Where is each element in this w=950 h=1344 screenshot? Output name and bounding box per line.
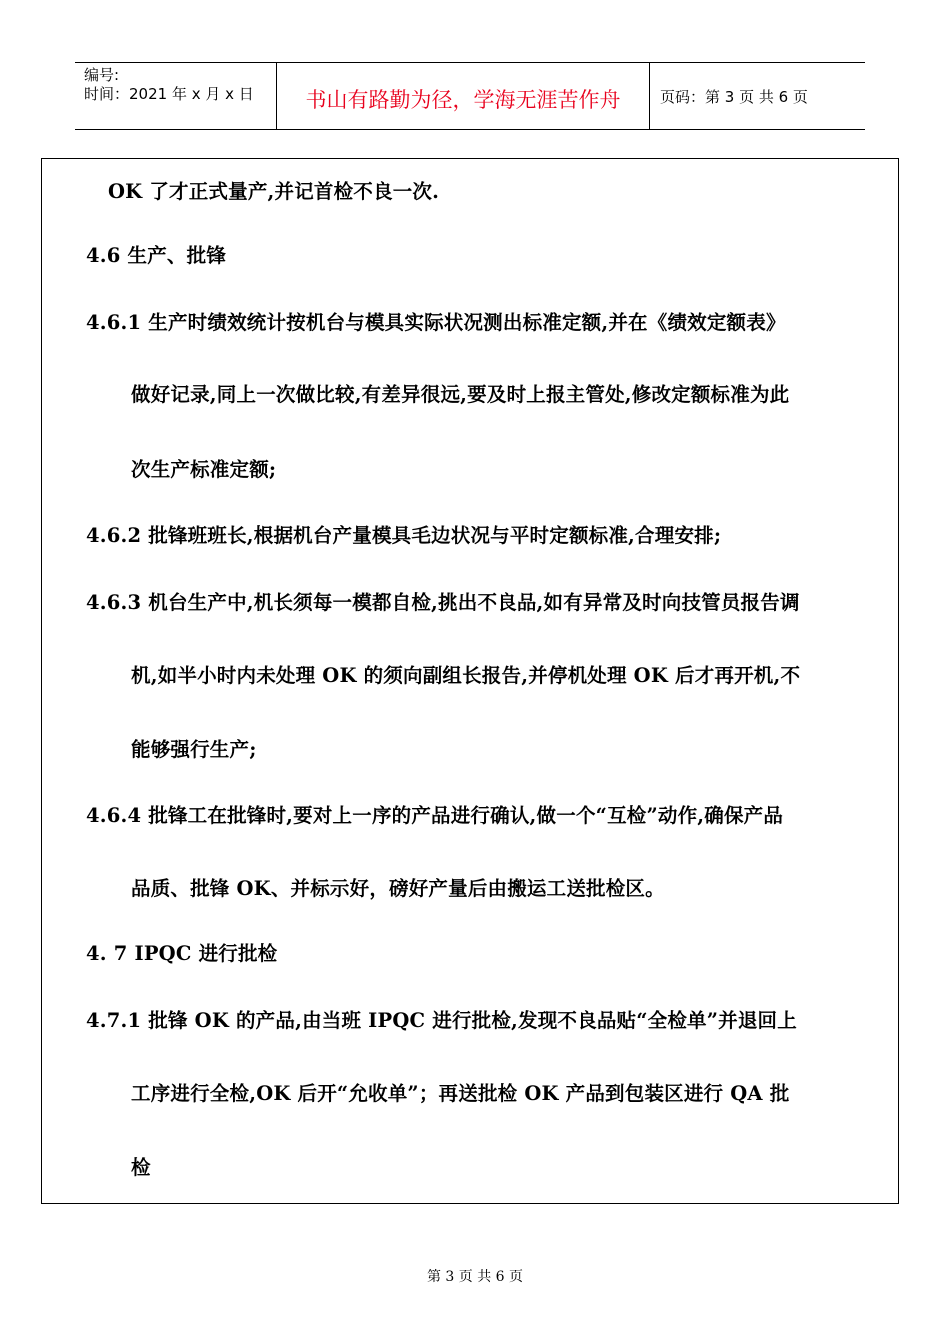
section-heading: 4.6 生产、批锋 [86,244,227,267]
body-line: 能够强行生产; [131,738,257,761]
motto-text: 书山有路勤为径，学海无涯苦作舟 [305,88,621,112]
body-line: OK 了才正式量产,并记首检不良一次. [108,180,440,203]
date-label: 时间：2021 年 x 月 x 日 [84,85,254,103]
header-info-cell [75,63,277,129]
document-body [41,158,899,1204]
body-line: 工序进行全检,OK 后开“允收单”；再送批检 OK 产品到包装区进行 QA 批 [131,1082,790,1105]
body-line: 4.6.3 机台生产中,机长须每一模都自检,挑出不良品,如有异常及时向技管员报告调 [86,591,800,614]
body-line: 做好记录,同上一次做比较,有差异很远,要及时上报主管处,修改定额标准为此 [131,383,790,406]
header-page-cell [650,63,865,129]
section-heading: 4. 7 IPQC 进行批检 [86,942,278,965]
serial-number-label: 编号: [84,66,120,84]
page-number-label: 页码：第 3 页 共 6 页 [660,88,808,106]
header-motto-cell [277,63,650,129]
body-line: 次生产标准定额; [131,458,277,481]
page-header [75,62,865,130]
body-line: 4.6.1 生产时绩效统计按机台与模具实际状况测出标准定额,并在《绩效定额表》 [86,311,786,334]
page-footer: 第 3 页 共 6 页 [426,1269,524,1285]
body-line: 4.6.4 批锋工在批锋时,要对上一序的产品进行确认,做一个“互检”动作,确保产品 [86,804,784,827]
body-line: 检 [131,1156,151,1179]
body-line: 品质、批锋 OK、并标示好，磅好产量后由搬运工送批检区。 [131,877,665,900]
body-line: 机,如半小时内未处理 OK 的须向副组长报告,并停机处理 OK 后才再开机,不 [131,664,801,687]
body-line: 4.7.1 批锋 OK 的产品,由当班 IPQC 进行批检,发现不良品贴“全检单”并退回上 [86,1009,797,1032]
body-line: 4.6.2 批锋班班长,根据机台产量模具毛边状况与平时定额标准,合理安排; [86,524,722,547]
